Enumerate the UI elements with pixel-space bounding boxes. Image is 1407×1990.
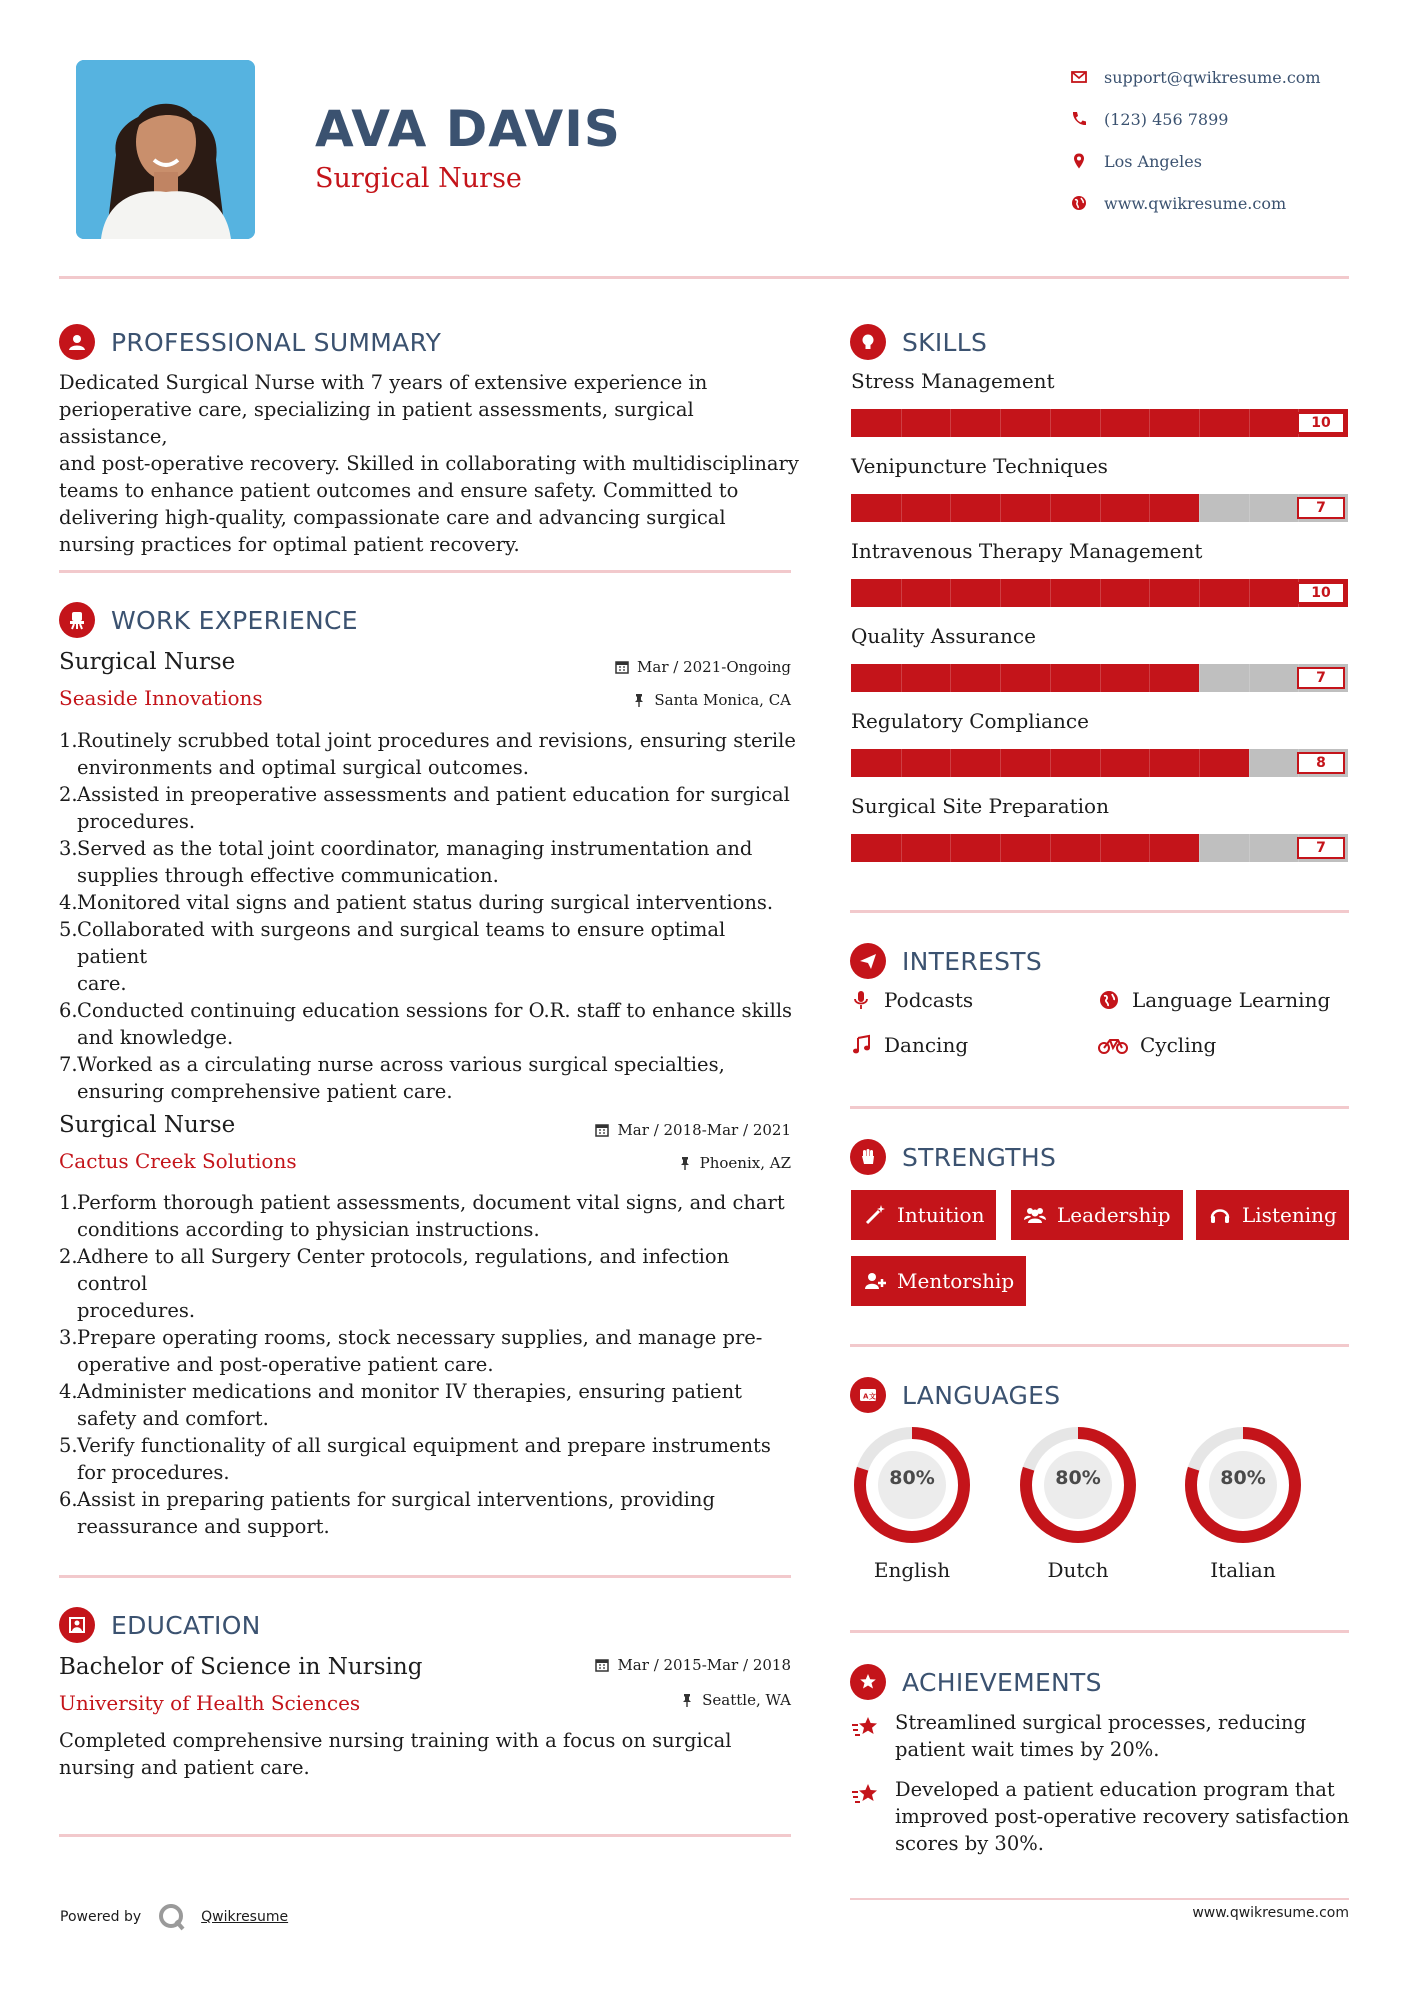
interests-divider	[850, 1106, 1349, 1109]
language-name: Dutch	[1047, 1558, 1109, 1582]
strength-leadership	[1011, 1190, 1183, 1240]
envelope-icon	[1070, 68, 1088, 86]
strengths-divider	[850, 1344, 1349, 1347]
language-percent: 80%	[1220, 1467, 1266, 1489]
interests-title: INTERESTS	[902, 946, 1043, 976]
skill-bar-segment	[901, 579, 902, 607]
skill-bar-segment	[950, 834, 951, 862]
qwikresume-logo-icon	[157, 1902, 187, 1932]
education-description	[59, 1727, 799, 1781]
skill-bar	[851, 834, 1348, 862]
contact-email-text: support@qwikresume.com	[1104, 67, 1321, 87]
interest-podcasts	[850, 988, 973, 1012]
education-location-text: Seattle, WA	[702, 1691, 791, 1709]
skill-level-badge: 7	[1297, 837, 1345, 859]
skill-bar-segment	[1249, 749, 1250, 777]
list-item: 6. Conducted continuing education sessions for O.R. staff to enhance skills and knowledge.	[59, 999, 793, 1049]
graduation-icon	[59, 1607, 95, 1643]
music-note-icon	[850, 1034, 872, 1056]
lightbulb-icon	[850, 324, 886, 360]
candidate-title: Surgical Nurse	[315, 163, 522, 194]
skill-bar-segment	[1149, 834, 1150, 862]
skill-bar-segment	[901, 834, 902, 862]
strength-label: Listening	[1242, 1203, 1337, 1227]
list-item: 6. Assist in preparing patients for surgical interventions, providing reassurance and support.	[59, 1488, 715, 1538]
skill-level-badge: 10	[1297, 582, 1345, 604]
skill-bar-segment	[1000, 579, 1001, 607]
skill-bar-segment	[1100, 494, 1101, 522]
skill-bar	[851, 664, 1348, 692]
skills-title: SKILLS	[902, 327, 988, 357]
globe-icon	[1098, 989, 1120, 1011]
skill-bar-segment	[1050, 494, 1051, 522]
job-1-dates-text: Mar / 2021-Ongoing	[637, 658, 791, 676]
skill-bar-segment	[1249, 494, 1250, 522]
interest-label: Dancing	[884, 1033, 969, 1057]
candidate-name: AVA DAVIS	[315, 100, 621, 158]
calendar-icon	[595, 1123, 609, 1137]
education-line: Completed comprehensive nursing training with a focus on surgical	[59, 1729, 732, 1752]
skills-divider	[850, 910, 1349, 913]
skill-bar	[851, 409, 1348, 437]
interest-label: Language Learning	[1132, 988, 1331, 1012]
achievements-divider	[850, 1898, 1349, 1900]
skill-bar-segment	[1000, 834, 1001, 862]
skill-bar-segment	[1149, 494, 1150, 522]
skill-bar-segment	[1050, 579, 1051, 607]
globe-icon	[1070, 194, 1088, 212]
svg-text:文: 文	[869, 1392, 876, 1401]
contact-location-text: Los Angeles	[1104, 151, 1202, 171]
achievements-title: ACHIEVEMENTS	[902, 1667, 1102, 1697]
skill-bar-segment	[950, 579, 951, 607]
skill-bar-segment	[1199, 664, 1200, 692]
briefcase-chair-icon	[59, 602, 95, 638]
achievement-line: Streamlined surgical processes, reducing	[895, 1711, 1307, 1734]
skill-bar-segment	[1199, 409, 1200, 437]
skill-level-badge: 10	[1297, 412, 1345, 434]
skill-level-badge: 7	[1297, 667, 1345, 689]
skill-bar-segment	[901, 664, 902, 692]
education-divider	[59, 1834, 791, 1837]
language-name: Italian	[1210, 1558, 1276, 1582]
strength-intuition	[851, 1190, 996, 1240]
skill-bar-segment	[1000, 664, 1001, 692]
education-title: EDUCATION	[111, 1610, 261, 1640]
interest-dancing	[850, 1033, 968, 1057]
bicycle-icon	[1098, 1034, 1128, 1056]
footer-url[interactable]: www.qwikresume.com	[1192, 1905, 1349, 1921]
users-icon	[1023, 1203, 1047, 1227]
language-ring	[850, 1423, 974, 1547]
contact-website-text: www.qwikresume.com	[1104, 193, 1287, 213]
strength-label: Intuition	[897, 1203, 985, 1227]
list-item: 2. Assisted in preoperative assessments and patient education for surgical procedures.	[59, 783, 790, 833]
education-dates	[595, 1656, 791, 1674]
skill-bar-segment	[1149, 664, 1150, 692]
job-2-title: Surgical Nurse	[59, 1112, 236, 1138]
summary-line: Dedicated Surgical Nurse with 7 years of extensive experience in	[59, 371, 708, 394]
language-percent: 80%	[889, 1467, 935, 1489]
list-item: 3. Prepare operating rooms, stock necessary supplies, and manage pre- operative and post-operative patient care.	[59, 1326, 763, 1376]
headphones-icon	[1208, 1203, 1232, 1227]
skill-bar-segment	[950, 664, 951, 692]
list-item: 1. Routinely scrubbed total joint procedures and revisions, ensuring sterile environments and optimal surgical outcomes.	[59, 729, 796, 779]
skill-bar-segment	[1249, 409, 1250, 437]
summary-line: delivering high-quality, compassionate care and advancing surgical	[59, 506, 726, 529]
contact-phone-text: (123) 456 7899	[1104, 109, 1229, 129]
interest-language-learning	[1098, 988, 1330, 1012]
magic-wand-icon	[863, 1203, 887, 1227]
job-2-dates-text: Mar / 2018-Mar / 2021	[617, 1121, 791, 1139]
summary-title: PROFESSIONAL SUMMARY	[111, 327, 442, 357]
profile-photo	[76, 60, 255, 239]
skill-bar-segment	[1000, 409, 1001, 437]
skill-bar-segment	[950, 749, 951, 777]
footer-powered-by	[60, 1902, 288, 1932]
list-item: 4. Administer medications and monitor IV therapies, ensuring patient safety and comfort.	[59, 1380, 742, 1430]
qwikresume-link[interactable]: Qwikresume	[201, 1909, 289, 1925]
list-item: 4. Monitored vital signs and patient status during surgical interventions.	[59, 891, 774, 914]
language-ring	[1016, 1423, 1140, 1547]
skill-name: Surgical Site Preparation	[851, 794, 1109, 818]
achievement-line: improved post-operative recovery satisfaction	[895, 1805, 1350, 1828]
skill-bar-segment	[1100, 749, 1101, 777]
trophy-star-icon	[850, 1711, 882, 1743]
skill-bar	[851, 749, 1348, 777]
contact-website[interactable]	[1070, 182, 1370, 224]
profile-photo-illustration	[76, 60, 255, 239]
list-item: 2. Adhere to all Surgery Center protocols, regulations, and infection control procedures.	[59, 1245, 730, 1322]
skill-name: Regulatory Compliance	[851, 709, 1089, 733]
microphone-icon	[850, 989, 872, 1011]
list-item: 5. Collaborated with surgeons and surgical teams to ensure optimal patient care.	[59, 918, 726, 995]
skill-bar-segment	[1050, 749, 1051, 777]
list-item: 3. Served as the total joint coordinator, managing instrumentation and supplies through effective communication.	[59, 837, 753, 887]
language-ring	[1181, 1423, 1305, 1547]
user-plus-icon	[863, 1269, 887, 1293]
calendar-icon	[595, 1658, 609, 1672]
education-heading	[59, 1607, 261, 1643]
skill-bar-segment	[1000, 749, 1001, 777]
skill-bar-segment	[1149, 579, 1150, 607]
skill-bar-segment	[901, 409, 902, 437]
strength-listening	[1196, 1190, 1349, 1240]
skill-bar-segment	[1249, 664, 1250, 692]
skill-bar-segment	[1149, 749, 1150, 777]
job-2-location	[678, 1154, 791, 1172]
languages-title: LANGUAGES	[902, 1380, 1061, 1410]
summary-text	[59, 369, 799, 558]
skill-bar-segment	[1100, 664, 1101, 692]
achievement-item	[850, 1776, 1350, 1857]
skill-bar-segment	[950, 494, 951, 522]
contact-phone[interactable]	[1070, 98, 1370, 140]
job-1-dates	[615, 658, 791, 676]
skill-bar-segment	[1100, 409, 1101, 437]
summary-line: perioperative care, specializing in patient assessments, surgical assistance,	[59, 398, 694, 448]
skill-bar-segment	[1249, 834, 1250, 862]
skill-name: Stress Management	[851, 369, 1055, 393]
skill-bar-segment	[1149, 409, 1150, 437]
pushpin-icon	[632, 693, 646, 707]
fist-icon	[850, 1139, 886, 1175]
job-1-company: Seaside Innovations	[59, 686, 263, 710]
skill-bar-segment	[1050, 664, 1051, 692]
skill-level-badge: 7	[1297, 497, 1345, 519]
map-pin-icon	[1070, 152, 1088, 170]
job-2-bullets	[59, 1189, 799, 1540]
languages-divider	[850, 1630, 1349, 1633]
strength-label: Leadership	[1057, 1203, 1171, 1227]
pushpin-icon	[680, 1693, 694, 1707]
phone-icon	[1070, 110, 1088, 128]
interests-heading	[850, 943, 1042, 979]
education-line: nursing and patient care.	[59, 1756, 310, 1779]
contact-email[interactable]	[1070, 56, 1370, 98]
skill-bar-fill	[851, 494, 1199, 522]
powered-by-text: Powered by	[60, 1909, 142, 1925]
interest-label: Cycling	[1140, 1033, 1217, 1057]
skill-bar-segment	[1100, 579, 1101, 607]
contact-list	[1070, 56, 1370, 224]
list-item: 7. Worked as a circulating nurse across various surgical specialties, ensuring comprehensive patient care.	[59, 1053, 725, 1103]
education-dates-text: Mar / 2015-Mar / 2018	[617, 1656, 791, 1674]
skill-bar-segment	[901, 494, 902, 522]
skill-bar-fill	[851, 664, 1199, 692]
list-item: 1. Perform thorough patient assessments, document vital signs, and chart conditions according to physician instructions.	[59, 1191, 785, 1241]
list-item: 5. Verify functionality of all surgical equipment and prepare instruments for procedures.	[59, 1434, 771, 1484]
work-title: WORK EXPERIENCE	[111, 605, 358, 635]
achievements-heading	[850, 1664, 1102, 1700]
skill-bar-segment	[1050, 834, 1051, 862]
work-divider	[59, 1575, 791, 1578]
languages-heading	[850, 1377, 1060, 1413]
job-1-title: Surgical Nurse	[59, 649, 236, 675]
strength-mentorship	[851, 1256, 1026, 1306]
skill-bar-segment	[1249, 579, 1250, 607]
skill-level-badge: 8	[1297, 752, 1345, 774]
skill-bar-segment	[950, 409, 951, 437]
skill-name: Quality Assurance	[851, 624, 1036, 648]
job-1-location-text: Santa Monica, CA	[654, 691, 791, 709]
summary-divider	[59, 570, 791, 573]
skill-bar	[851, 579, 1348, 607]
skill-bar-segment	[1100, 834, 1101, 862]
calendar-icon	[615, 660, 629, 674]
job-2-dates	[595, 1121, 791, 1139]
skill-bar	[851, 494, 1348, 522]
language-name: English	[873, 1558, 951, 1582]
svg-text:A: A	[863, 1392, 869, 1401]
achievement-line: scores by 30%.	[895, 1832, 1044, 1855]
strength-label: Mentorship	[897, 1269, 1015, 1293]
education-degree: Bachelor of Science in Nursing	[59, 1654, 423, 1680]
skill-bar-fill	[851, 834, 1199, 862]
education-school: University of Health Sciences	[59, 1691, 361, 1715]
achievement-line: patient wait times by 20%.	[895, 1738, 1160, 1761]
summary-line: and post-operative recovery. Skilled in collaborating with multidisciplinary	[59, 452, 799, 475]
summary-line: teams to enhance patient outcomes and ensure safety. Committed to	[59, 479, 739, 502]
paper-plane-icon	[850, 943, 886, 979]
skill-bar-segment	[1199, 749, 1200, 777]
education-location	[680, 1691, 791, 1709]
strengths-title: STRENGTHS	[902, 1142, 1057, 1172]
header-divider	[59, 276, 1349, 279]
summary-heading	[59, 324, 441, 360]
skill-name: Venipuncture Techniques	[851, 454, 1108, 478]
language-icon	[850, 1377, 886, 1413]
contact-location	[1070, 140, 1370, 182]
strengths-heading	[850, 1139, 1056, 1175]
job-2-location-text: Phoenix, AZ	[699, 1154, 791, 1172]
trophy-star-icon	[850, 1778, 882, 1810]
skill-bar-segment	[1199, 579, 1200, 607]
achievement-item	[850, 1709, 1350, 1763]
skills-heading	[850, 324, 987, 360]
language-percent: 80%	[1055, 1467, 1101, 1489]
interest-cycling	[1098, 1033, 1216, 1057]
skill-bar-segment	[1199, 834, 1200, 862]
skill-bar-segment	[901, 749, 902, 777]
job-1-location	[632, 691, 791, 709]
user-icon	[59, 324, 95, 360]
job-2-company: Cactus Creek Solutions	[59, 1149, 297, 1173]
skill-bar-segment	[1050, 409, 1051, 437]
skill-name: Intravenous Therapy Management	[851, 539, 1203, 563]
interest-label: Podcasts	[884, 988, 974, 1012]
work-heading	[59, 602, 358, 638]
skill-bar-segment	[1199, 494, 1200, 522]
pushpin-icon	[678, 1156, 692, 1170]
achievement-line: Developed a patient education program that	[895, 1778, 1335, 1801]
star-badge-icon	[850, 1664, 886, 1700]
skill-bar-segment	[1000, 494, 1001, 522]
summary-line: nursing practices for optimal patient recovery.	[59, 533, 520, 556]
job-1-bullets	[59, 727, 799, 1105]
